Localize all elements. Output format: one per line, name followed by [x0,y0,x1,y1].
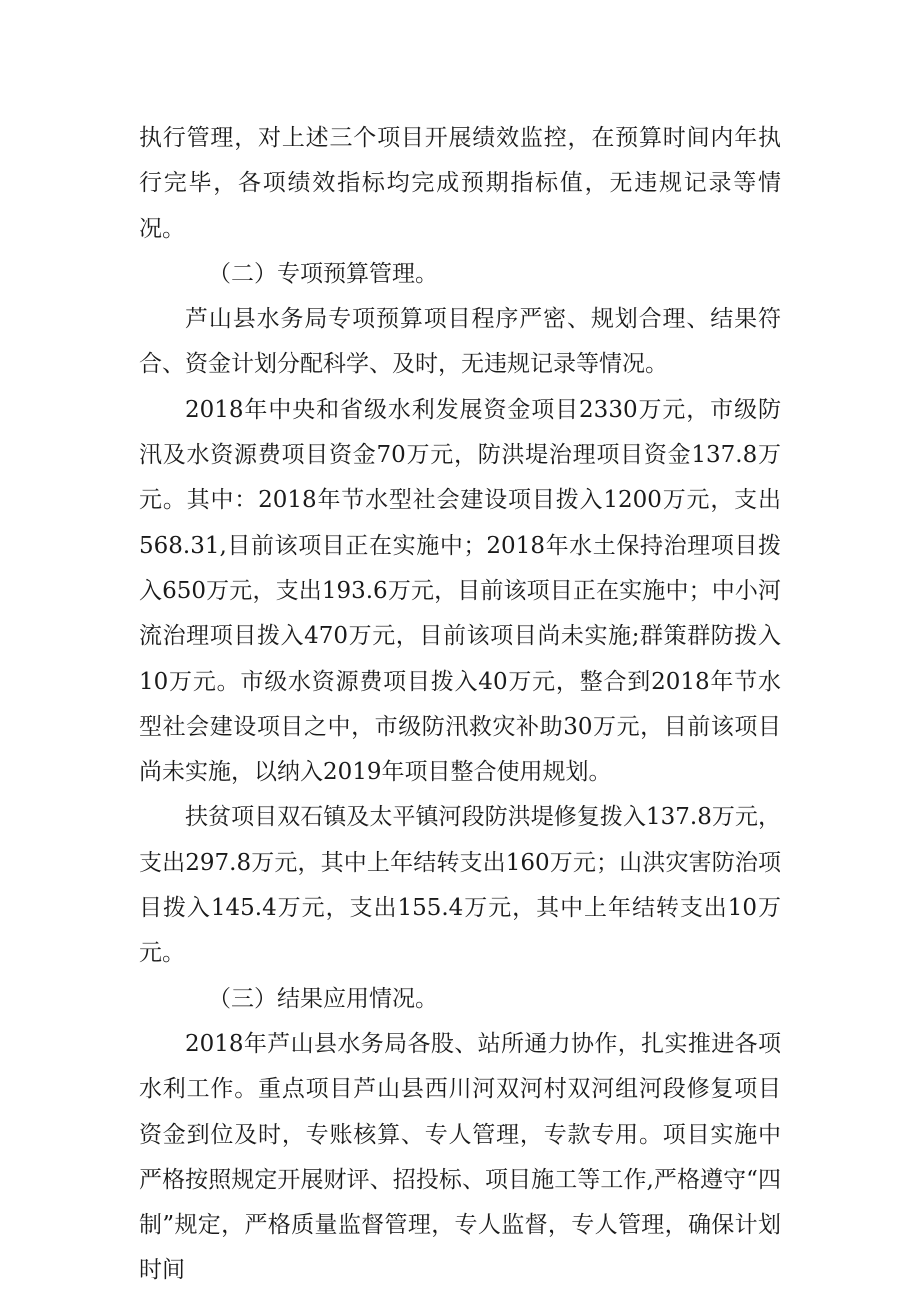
paragraph-special-budget-summary: 芦山县水务局专项预算项目程序严密、规划合理、结果符合、资金计划分配科学、及时，无违规记录等情况。 [139,306,781,378]
paragraph-results-application: 2018年芦山县水务局各股、站所通力协作，扎实推进各项水利工作。重点项目芦山县西川河双河村双河组河段修复项目资金到位及时，专账核算、专人管理，专款专用。项目实施中严格按照规定开展财评、招投标、项目施工等工作,严格遵守“四制”规定，严格质量监督管理，专人监督，专人管理，确保计划时间 [139,1030,781,1284]
heading-special-budget-management: （二）专项预算管理。 [208,260,438,287]
heading-results-application: （三）结果应用情况。 [208,985,438,1012]
paragraph-poverty-relief-projects: 扶贫项目双石镇及太平镇河段防洪堤修复拨入137.8万元，支出297.8万元，其中上年结转支出160万元；山洪灾害防治项目拨入145.4万元，支出155.4万元，其中上年结转支出10万元。 [139,804,781,967]
paragraph-performance-monitoring: 执行管理，对上述三个项目开展绩效监控，在预算时间内年执行完毕，各项绩效指标均完成预期指标值，无违规记录等情况。 [139,125,781,242]
document-body [139,116,781,1294]
paragraph-funding-details: 2018年中央和省级水利发展资金项目2330万元，市级防汛及水资源费项目资金70万元，防洪堤治理项目资金137.8万元。其中：2018年节水型社会建设项目拨入1200万元，支出568.31,目前该项目正在实施中；2018年水土保持治理项目拨入650万元，支出193.6万元，目前该项目正在实施中；中小河流治理项目拨入470万元，目前该项目尚未实施;群策群防拨入10万元。市级水资源费项目拨入40万元，整合到2018年节水型社会建设项目之中，市级防汛救灾补助30万元，目前该项目尚未实施，以纳入2019年项目整合使用规划。 [139,396,781,786]
